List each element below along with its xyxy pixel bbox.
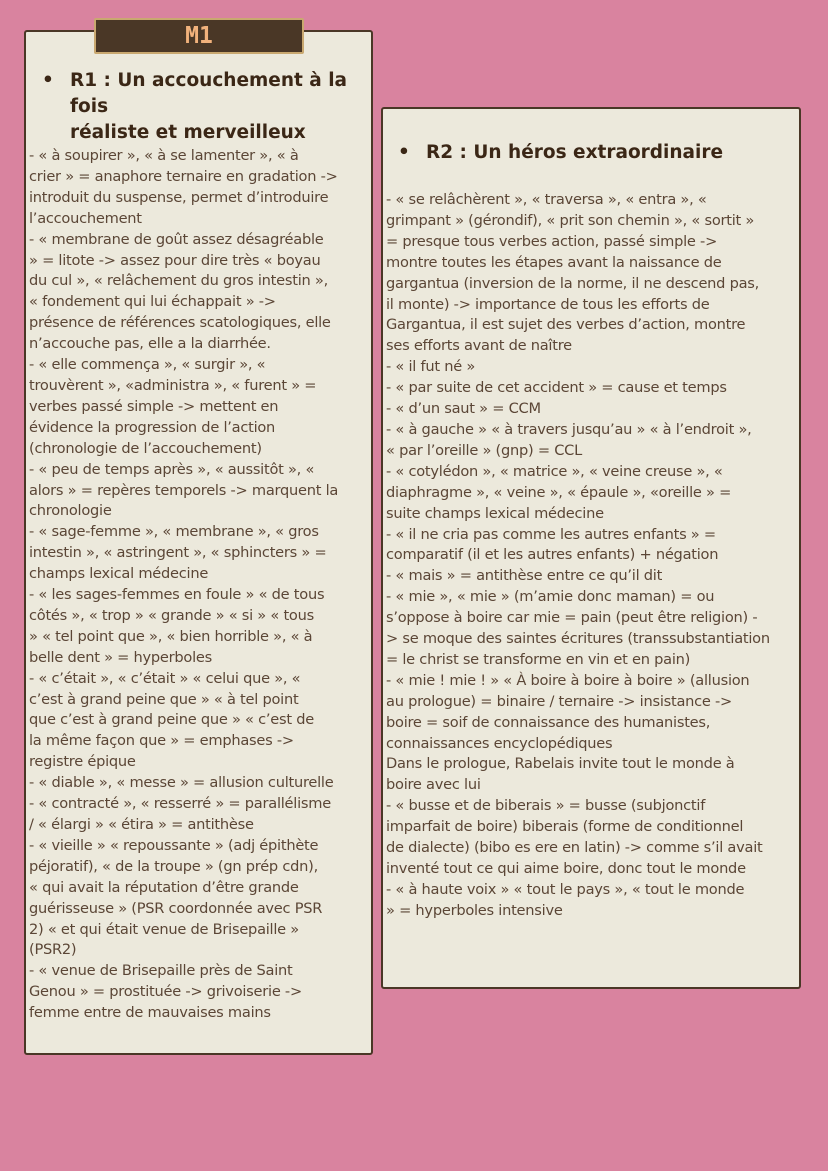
- r2-line: suite champs lexical médecine: [386, 504, 604, 522]
- r2-line: - « à haute voix » « tout le pays », « tout le monde: [386, 880, 745, 898]
- r1-line: verbes passé simple -> mettent en: [29, 397, 279, 415]
- r1-line: que c’est à grand peine que » « c’est de: [29, 711, 314, 729]
- r2-line: connaissances encyclopédiques: [386, 734, 613, 752]
- bullet-icon: •: [42, 70, 54, 91]
- r2-line: > se moque des saintes écritures (transsubstantiation: [386, 630, 770, 648]
- r2-line: montre toutes les étapes avant la naissance de: [386, 253, 722, 271]
- r2-line: - « il ne cria pas comme les autres enfants » =: [386, 525, 716, 543]
- r2-line: - « mais » = antithèse entre ce qu’il dit: [386, 567, 663, 585]
- r1-line: présence de références scatologiques, elle: [29, 314, 331, 332]
- r1-line: - « vieille » « repoussante » (adj épithète: [29, 836, 319, 854]
- r2-body: [386, 190, 799, 922]
- r2-line: s’oppose à boire car mie = pain (peut être religion) -: [386, 609, 758, 627]
- r2-line: il monte) -> importance de tous les efforts de: [386, 295, 710, 313]
- r2-line: au prologue) = binaire / ternaire -> insistance ->: [386, 692, 733, 710]
- r2-line: » = hyperboles intensive: [386, 901, 563, 919]
- r1-line: n’accouche pas, elle a la diarrhée.: [29, 335, 271, 353]
- r1-line: - « membrane de goût assez désagréable: [29, 230, 324, 248]
- r2-line: « par l’oreille » (gnp) = CCL: [386, 441, 582, 459]
- r1-line: l’accouchement: [29, 209, 142, 227]
- r2-line: - « à gauche » « à travers jusqu’au » « à l’endroit »,: [386, 420, 752, 438]
- r2-line: de dialecte) (bibo es ere en latin) -> comme s’il avait: [386, 839, 763, 857]
- r2-line: - « d’un saut » = CCM: [386, 400, 541, 418]
- r2-line: - « se relâchèrent », « traversa », « entra », «: [386, 191, 707, 208]
- r1-line: guérisseuse » (PSR coordonnée avec PSR: [29, 899, 323, 917]
- r1-line: Genou » = prostituée -> grivoiserie ->: [29, 983, 302, 1001]
- r1-line: crier » = anaphore ternaire en gradation ->: [29, 167, 338, 185]
- r1-line: du cul », « relâchement du gros intestin »,: [29, 272, 328, 290]
- r2-line: - « cotylédon », « matrice », « veine creuse », «: [386, 462, 723, 480]
- r2-line: boire = soif de connaissance des humanistes,: [386, 713, 711, 731]
- r1-line: alors » = repères temporels -> marquent la: [29, 481, 339, 499]
- r1-line: intestin », « astringent », « sphincters » =: [29, 544, 327, 562]
- r2-line: - « mie ! mie ! » « À boire à boire à boire » (allusion: [386, 671, 750, 689]
- r1-line: chronologie: [29, 502, 112, 520]
- r2-line: = le christ se transforme en vin et en pain): [386, 650, 691, 668]
- r2-line: grimpant » (gérondif), « prit son chemin », « sortit »: [386, 211, 755, 229]
- r1-line: 2) « et qui était venue de Brisepaille »: [29, 920, 299, 938]
- r1-line: c’est à grand peine que » « à tel point: [29, 690, 299, 708]
- r1-line: » = litote -> assez pour dire très « boyau: [29, 251, 321, 269]
- r2-line: imparfait de boire) biberais (forme de conditionnel: [386, 818, 744, 836]
- r1-line: - « contracté », « resserré » = parallélisme: [29, 795, 331, 813]
- r1-line: - « diable », « messe » = allusion culturelle: [29, 774, 334, 792]
- r1-line: trouvèrent », «administra », « furent » =: [29, 376, 317, 394]
- section-tab: M1: [94, 18, 304, 54]
- r1-line: - « les sages-femmes en foule » « de tous: [29, 586, 325, 604]
- r1-line: (chronologie de l’accouchement): [29, 439, 262, 457]
- r1-line: champs lexical médecine: [29, 565, 209, 583]
- r2-line: = presque tous verbes action, passé simple ->: [386, 232, 718, 250]
- r1-line: - « venue de Brisepaille près de Saint: [29, 962, 293, 980]
- r2-line: - « mie », « mie » (m’amie donc maman) = ou: [386, 588, 715, 606]
- r1-line: « qui avait la réputation d’être grande: [29, 878, 299, 896]
- r1-line: - « elle commença », « surgir », «: [29, 356, 266, 374]
- r2-heading: [394, 140, 794, 166]
- r2-line: inventé tout ce qui aime boire, donc tout le monde: [386, 860, 746, 877]
- r1-line: - « sage-femme », « membrane », « gros: [29, 523, 319, 541]
- r2-line: diaphragme », « veine », « épaule », «oreille » =: [386, 483, 732, 501]
- r1-line: » « tel point que », « bien horrible », « à: [29, 627, 313, 645]
- r1-line: évidence la progression de l’action: [29, 418, 276, 436]
- r1-line: femme entre de mauvaises mains: [29, 1004, 271, 1022]
- r1-line: « fondement qui lui échappait » ->: [29, 293, 276, 311]
- r1-heading-line: réaliste et merveilleux: [70, 122, 306, 143]
- r1-line: - « à soupirer », « à se lamenter », « à: [29, 147, 299, 164]
- r1-line: / « élargi » « étira » = antithèse: [29, 816, 254, 833]
- r2-line: boire avec lui: [386, 776, 481, 794]
- r2-line: - « busse et de biberais » = busse (subjonctif: [386, 797, 706, 815]
- r1-body: [29, 146, 371, 1024]
- r1-line: côtés », « trop » « grande » « si » « tous: [29, 606, 314, 624]
- r1-line: belle dent » = hyperboles: [29, 648, 212, 666]
- r1-line: registre épique: [29, 753, 136, 771]
- bullet-icon: •: [398, 142, 410, 163]
- r1-line: péjoratif), « de la troupe » (gn prép cdn),: [29, 857, 318, 875]
- r2-line: Dans le prologue, Rabelais invite tout le monde à: [386, 755, 735, 773]
- r2-line: comparatif (il et les autres enfants) + négation: [386, 546, 719, 564]
- r1-line: (PSR2): [29, 941, 77, 959]
- r2-line: - « il fut né »: [386, 358, 476, 376]
- r1-heading: [38, 68, 370, 146]
- r1-line: - « peu de temps après », « aussitôt », «: [29, 460, 315, 478]
- r1-line: la même façon que » = emphases ->: [29, 732, 294, 750]
- r2-line: Gargantua, il est sujet des verbes d’action, montre: [386, 316, 746, 334]
- r1-line: introduit du suspense, permet d’introduire: [29, 188, 329, 206]
- r1-heading-line: R1 : Un accouchement à la fois: [70, 70, 348, 117]
- r2-line: ses efforts avant de naître: [386, 337, 572, 355]
- r2-heading-line: R2 : Un héros extraordinaire: [426, 142, 724, 163]
- r2-line: gargantua (inversion de la norme, il ne descend pas,: [386, 274, 760, 292]
- r1-line: - « c’était », « c’était » « celui que », «: [29, 669, 301, 687]
- r2-line: - « par suite de cet accident » = cause et temps: [386, 379, 727, 397]
